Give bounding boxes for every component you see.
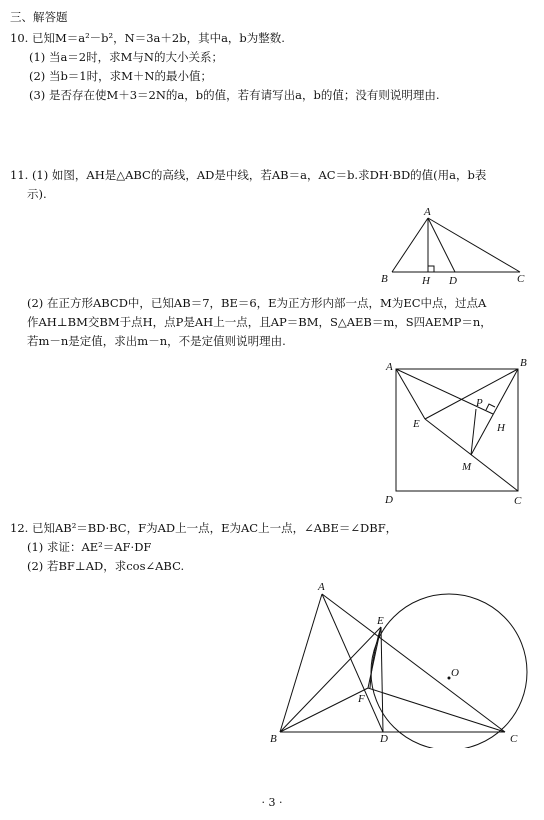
right-angle-mark [428, 266, 434, 272]
segment-ab [280, 594, 322, 732]
section-title: 三、解答题 [10, 10, 68, 24]
segment-bf [280, 688, 368, 732]
segment-ac [322, 594, 505, 732]
segment-ab [392, 218, 428, 272]
segment-be [280, 627, 381, 732]
q11-part1-line1: 11. (1) 如图，AH是△ABC的高线，AD是中线，若AB＝a，AC＝b.求DH·BD的值(用a，b表 [10, 168, 487, 182]
figure-triangle-abc [378, 204, 528, 286]
label-a: A [424, 206, 431, 218]
label-b: B [520, 357, 527, 369]
label-m: M [462, 461, 472, 473]
label-b: B [381, 273, 388, 285]
figure-square-abcd [380, 352, 530, 512]
q10-part3: (3) 是否存在使M＋3＝2N的a，b的值，若有请写出a，b的值；没有则说明理由. [29, 88, 440, 102]
label-e: E [413, 418, 420, 430]
label-o: O [451, 667, 459, 679]
label-a: A [318, 581, 325, 593]
q11-part2-line2: 作AH⊥BM交BM于点H，点P是AH上一点，且AP＝BM，S△AEB＝m，S四AEMP＝n， [27, 315, 492, 329]
label-a: A [386, 361, 393, 373]
figure-circle-triangle [262, 576, 534, 748]
q10-stem: 10. 已知M＝a²－b²，N＝3a＋2b，其中a，b为整数. [10, 31, 285, 45]
segment-fc [368, 688, 505, 732]
label-p: P [476, 397, 483, 409]
q10-part2: (2) 当b＝1时，求M＋N的最小值； [29, 69, 212, 83]
label-c: C [517, 273, 525, 285]
label-d: D [449, 275, 457, 286]
segment-ad [322, 594, 383, 732]
label-d: D [380, 733, 388, 745]
circle-o [371, 594, 527, 748]
label-h: H [422, 275, 430, 286]
right-angle-mark [486, 404, 495, 410]
label-d: D [385, 494, 393, 506]
q11-part1-line2: 示). [27, 187, 47, 201]
label-e: E [377, 615, 384, 627]
page-number: · 3 · [261, 796, 283, 809]
segment-ed [381, 627, 383, 732]
q12-part1: (1) 求证：AE²＝AF·DF [27, 540, 152, 554]
label-b: B [270, 733, 277, 745]
segment-ef [368, 627, 381, 688]
q11-part2-line3: 若m－n是定值，求出m－n，不是定值则说明理由. [27, 334, 286, 348]
label-c: C [510, 733, 518, 745]
segment-ae [396, 369, 425, 419]
label-f: F [358, 693, 365, 705]
q12-part2: (2) 若BF⊥AD，求cos∠ABC. [27, 559, 185, 573]
q11-part2-line1: (2) 在正方形ABCD中，已知AB＝7，BE＝6，E为正方形内部一点，M为EC中点，过点A [27, 296, 487, 310]
q12-stem: 12. 已知AB²＝BD·BC，F为AD上一点，E为AC上一点，∠ABE＝∠DBF， [10, 521, 398, 535]
label-h: H [497, 422, 505, 434]
label-c: C [514, 495, 522, 507]
q10-part1: (1) 当a＝2时，求M与N的大小关系； [29, 50, 223, 64]
